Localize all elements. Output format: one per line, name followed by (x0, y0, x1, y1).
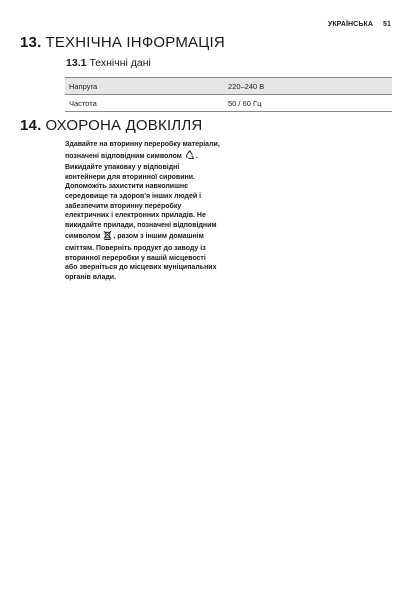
section-number: 13. (20, 34, 42, 51)
text-part-2: . Викидайте упаковку у відповідні контейнери для вторинної сировини. Допоможіть захистити навколишнє середовище та здоров'я інших людей і забезпечити вторинну переробку електричних і електронних приладів. Не викидайте прилади, позначені відповідним символом (65, 152, 217, 241)
environment-paragraph (65, 140, 220, 282)
text-part-3: , разом з іншим домашнім сміттям. Поверніть продукт до заводу із вторинної переробки у вашій місцевості або зверніться до місцевих муніципальних органів влади. (65, 233, 217, 281)
spec-label: Частота (69, 98, 97, 108)
crossed-out-bin-icon (103, 230, 112, 244)
spec-value: 220–240 В (224, 78, 392, 95)
text-part-1: Здавайте на вторинну переробку матеріали, позначені відповідним символом (65, 141, 220, 160)
recycle-icon (185, 150, 195, 164)
section-heading-technical-info (20, 34, 225, 51)
section-title: ОХОРОНА ДОВКІЛЛЯ (45, 117, 203, 134)
table-row-voltage (65, 78, 392, 95)
technical-data-table (65, 77, 392, 112)
section-number: 14. (20, 117, 42, 134)
spec-value: 50 / 60 Гц (228, 98, 262, 108)
language-label: УКРАЇНСЬКА (327, 21, 373, 28)
table-row-frequency (65, 95, 392, 112)
subsection-title: Технічні дані (89, 57, 151, 69)
page-number: 51 (383, 21, 391, 28)
section-title: ТЕХНІЧНА ІНФОРМАЦІЯ (45, 34, 225, 51)
subsection-number: 13.1 (66, 57, 87, 69)
section-heading-environment (20, 117, 202, 134)
subsection-heading-technical-data (66, 57, 151, 69)
spec-label: Напруга (65, 78, 224, 95)
running-header (328, 21, 391, 28)
